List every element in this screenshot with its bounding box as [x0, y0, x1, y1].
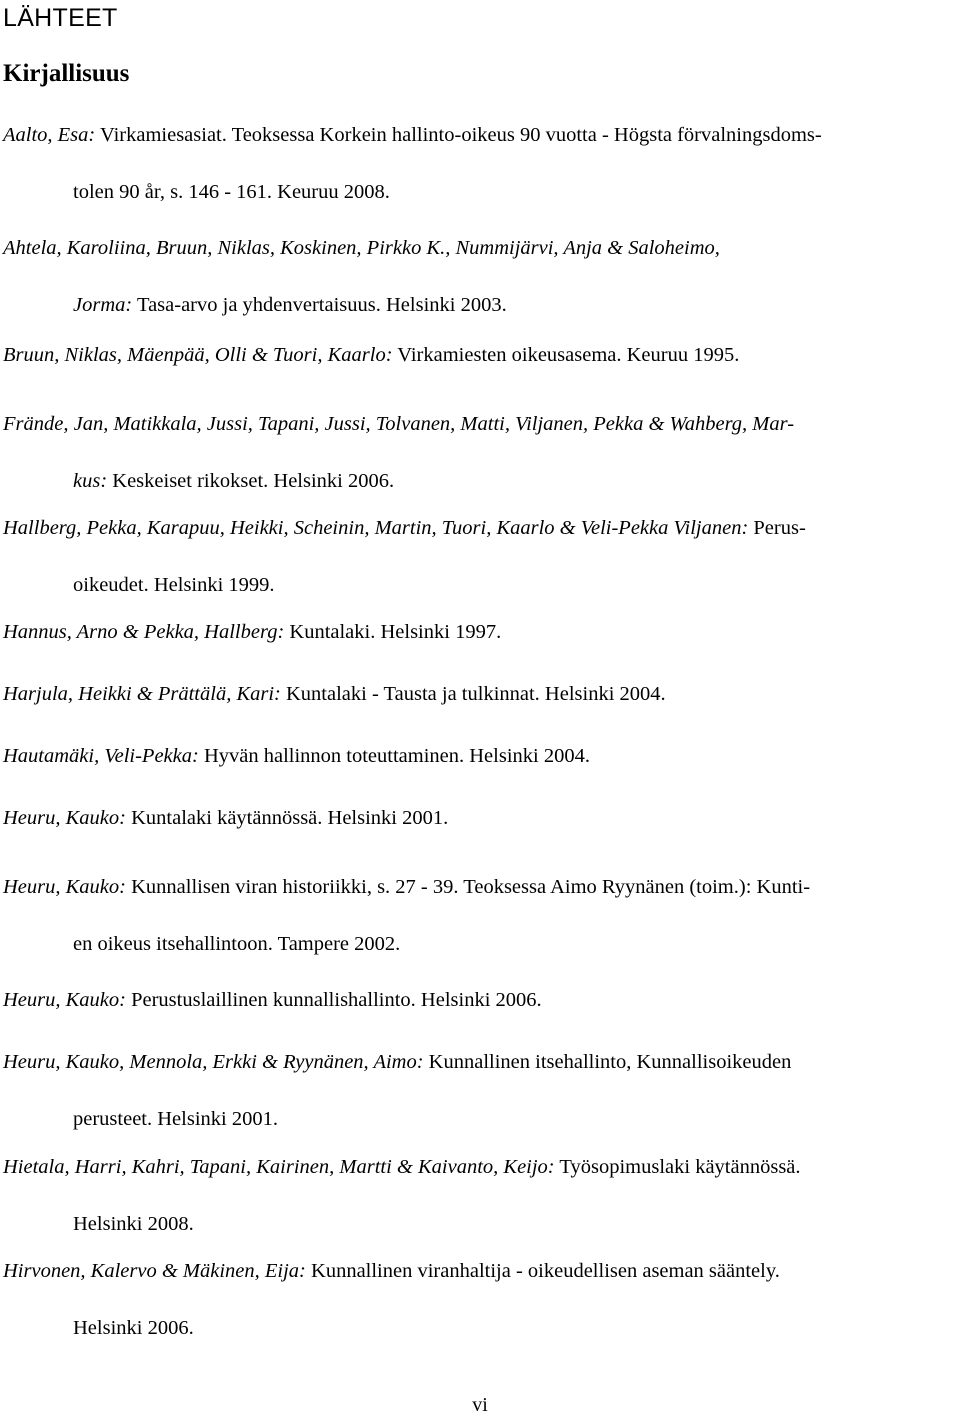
reference-entry	[3, 679, 953, 709]
reference-line	[3, 513, 953, 570]
reference-text: Perus-	[748, 517, 806, 539]
reference-line	[3, 1152, 953, 1209]
reference-text: Keskeiset rikokset. Helsinki 2006.	[107, 470, 395, 492]
reference-continuation-line	[3, 570, 953, 600]
reference-line	[3, 679, 953, 709]
reference-text: Tasa-arvo ja yhdenvertaisuus. Helsinki 2003.	[132, 294, 507, 316]
reference-line	[3, 233, 953, 290]
reference-entry	[3, 985, 953, 1015]
reference-text: Kunnallisen viran historiikki, s. 27 - 39. Teoksessa Aimo Ryynänen (toim.): Kunti-	[125, 876, 811, 898]
reference-text: Virkamiesasiat. Teoksessa Korkein hallinto-oikeus 90 vuotta - Högsta förvalningsdoms-	[95, 124, 822, 146]
reference-entry	[3, 1152, 953, 1239]
reference-author: Jorma:	[73, 294, 133, 316]
reference-continuation-line	[3, 1209, 953, 1239]
reference-entry	[3, 120, 953, 207]
reference-text: Virkamiesten oikeusasema. Keuruu 1995.	[392, 344, 740, 366]
reference-entry	[3, 233, 953, 320]
reference-text: Perustuslaillinen kunnallishallinto. Helsinki 2006.	[125, 989, 542, 1011]
reference-author: Frände, Jan, Matikkala, Jussi, Tapani, Jussi, Tolvanen, Matti, Viljanen, Pekka & Wahberg, Mar-	[3, 413, 795, 435]
reference-text: Kuntalaki käytännössä. Helsinki 2001.	[125, 807, 449, 829]
reference-line	[3, 1256, 953, 1313]
reference-author: Hannus, Arno & Pekka, Hallberg:	[3, 621, 285, 643]
reference-author: Heuru, Kauko:	[3, 876, 126, 898]
reference-author: Bruun, Niklas, Mäenpää, Olli & Tuori, Kaarlo:	[3, 344, 393, 366]
reference-line	[3, 409, 953, 466]
reference-author: Hautamäki, Veli-Pekka:	[3, 745, 199, 767]
reference-text: en oikeus itsehallintoon. Tampere 2002.	[73, 933, 401, 955]
reference-entry	[3, 803, 953, 833]
reference-author: kus:	[73, 470, 108, 492]
reference-text: Kunnallinen viranhaltija - oikeudellisen aseman sääntely.	[305, 1260, 780, 1282]
reference-line	[3, 120, 953, 177]
reference-author: Heuru, Kauko:	[3, 807, 126, 829]
reference-author: Harjula, Heikki & Prättälä, Kari:	[3, 683, 281, 705]
reference-author: Aalto, Esa:	[3, 124, 96, 146]
reference-line	[3, 872, 953, 929]
reference-entry	[3, 513, 953, 600]
reference-text: Kuntalaki. Helsinki 1997.	[284, 621, 502, 643]
page-number: vi	[472, 1394, 488, 1416]
page-heading: LÄHTEET	[3, 4, 118, 32]
reference-text: Hyvän hallinnon toteuttaminen. Helsinki 2004.	[198, 745, 590, 767]
reference-continuation-line	[3, 290, 953, 320]
reference-author: Hirvonen, Kalervo & Mäkinen, Eija:	[3, 1260, 306, 1282]
reference-line	[3, 803, 953, 833]
reference-line	[3, 741, 953, 771]
reference-continuation-line	[3, 177, 953, 207]
reference-text: Kunnallinen itsehallinto, Kunnallisoikeuden	[423, 1051, 792, 1073]
reference-line	[3, 985, 953, 1015]
reference-author: Ahtela, Karoliina, Bruun, Niklas, Koskinen, Pirkko K., Nummijärvi, Anja & Saloheimo,	[3, 237, 720, 259]
section-heading: Kirjallisuus	[3, 60, 130, 87]
reference-continuation-line	[3, 929, 953, 959]
reference-text: Työsopimuslaki käytännössä.	[554, 1156, 801, 1178]
reference-continuation-line	[3, 1104, 953, 1134]
reference-line	[3, 617, 953, 647]
reference-text: Helsinki 2008.	[73, 1213, 194, 1235]
reference-entry	[3, 741, 953, 771]
reference-author: Heuru, Kauko:	[3, 989, 126, 1011]
reference-entry	[3, 409, 953, 496]
reference-text: Helsinki 2006.	[73, 1317, 194, 1339]
reference-text: Kuntalaki - Tausta ja tulkinnat. Helsinki 2004.	[280, 683, 666, 705]
reference-continuation-line	[3, 466, 953, 496]
reference-entry	[3, 1256, 953, 1343]
reference-author: Hallberg, Pekka, Karapuu, Heikki, Scheinin, Martin, Tuori, Kaarlo & Veli-Pekka Viljanen:	[3, 517, 749, 539]
reference-continuation-line	[3, 1313, 953, 1343]
reference-text: perusteet. Helsinki 2001.	[73, 1108, 278, 1130]
reference-text: oikeudet. Helsinki 1999.	[73, 574, 275, 596]
reference-line	[3, 340, 953, 370]
reference-author: Hietala, Harri, Kahri, Tapani, Kairinen, Martti & Kaivanto, Keijo:	[3, 1156, 555, 1178]
reference-entry	[3, 872, 953, 959]
reference-entry	[3, 1047, 953, 1134]
reference-entry	[3, 617, 953, 647]
reference-text: tolen 90 år, s. 146 - 161. Keuruu 2008.	[73, 181, 390, 203]
reference-line	[3, 1047, 953, 1104]
reference-entry	[3, 340, 953, 370]
reference-author: Heuru, Kauko, Mennola, Erkki & Ryynänen, Aimo:	[3, 1051, 424, 1073]
